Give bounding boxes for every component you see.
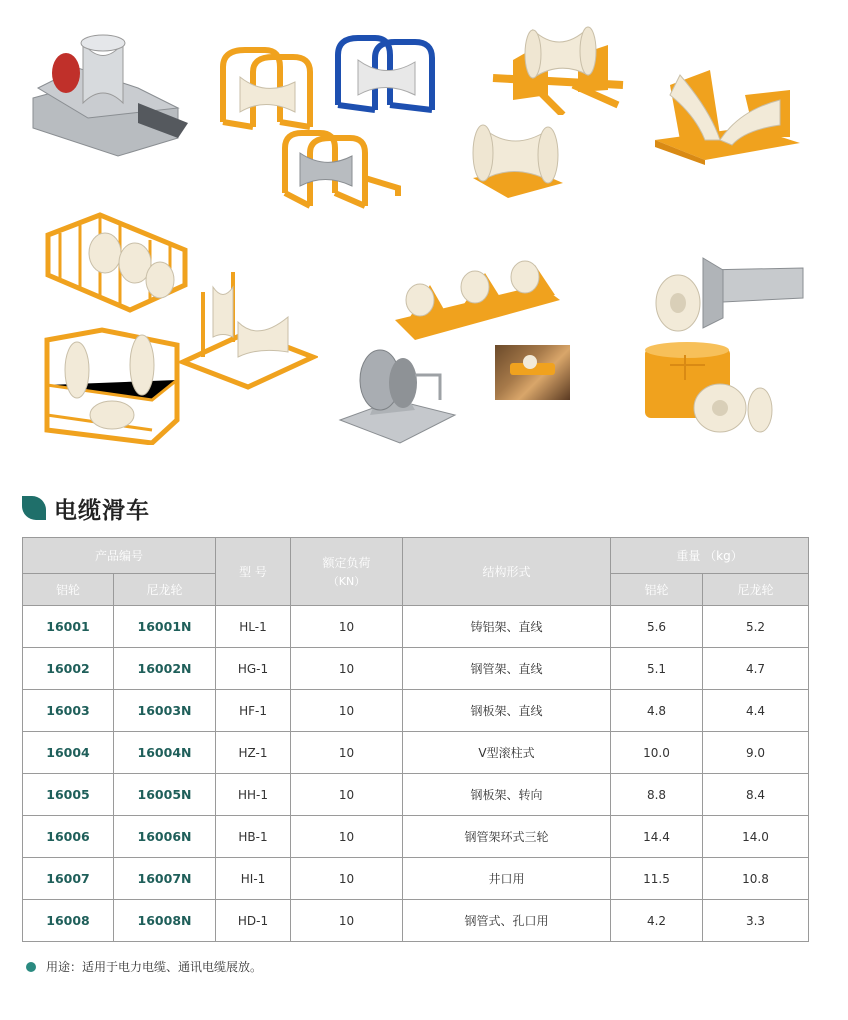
model-cell: HH-1 <box>216 774 291 816</box>
galvanized-roller-image <box>335 345 460 445</box>
header-weight-aluminum: 铝轮 <box>611 574 703 606</box>
cast-aluminum-roller-image <box>28 28 193 158</box>
header-rated-load <box>291 538 403 606</box>
blue-tube-roller-image <box>330 30 440 115</box>
header-product-code: 产品编号 <box>23 538 216 574</box>
weight-nylon-cell: 10.8 <box>703 858 809 900</box>
code-aluminum-cell: 16004 <box>23 732 114 774</box>
weight-nylon-cell: 14.0 <box>703 816 809 858</box>
code-nylon-cell: 16003N <box>114 690 216 732</box>
usage-note <box>26 958 262 975</box>
code-aluminum-cell: 16002 <box>23 648 114 690</box>
structure-cell: V型滚柱式 <box>403 732 611 774</box>
table-row <box>23 732 809 774</box>
model-cell: HF-1 <box>216 690 291 732</box>
pipe-mouth-roller-image <box>648 248 808 338</box>
code-aluminum-cell: 16008 <box>23 900 114 942</box>
load-cell: 10 <box>291 690 403 732</box>
table-row <box>23 900 809 942</box>
code-aluminum-cell: 16001 <box>23 606 114 648</box>
code-aluminum-cell: 16007 <box>23 858 114 900</box>
load-cell: 10 <box>291 858 403 900</box>
header-nylon-wheel: 尼龙轮 <box>114 574 216 606</box>
weight-aluminum-cell: 4.2 <box>611 900 703 942</box>
weight-aluminum-cell: 4.8 <box>611 690 703 732</box>
turning-roller-image <box>42 325 182 445</box>
weight-nylon-cell: 4.7 <box>703 648 809 690</box>
triple-plate-roller-image <box>390 255 565 350</box>
code-nylon-cell: 16006N <box>114 816 216 858</box>
code-nylon-cell: 16001N <box>114 606 216 648</box>
header-rated-load-label: 额定负荷 <box>322 556 371 570</box>
weight-aluminum-cell: 5.6 <box>611 606 703 648</box>
steel-tube-roller-with-handle-image <box>280 118 405 213</box>
usage-note-text: 用途：适用于电力电缆、通讯电缆展放。 <box>46 960 263 974</box>
weight-nylon-cell: 4.4 <box>703 690 809 732</box>
table-row <box>23 816 809 858</box>
load-cell: 10 <box>291 816 403 858</box>
table-row <box>23 648 809 690</box>
weight-nylon-cell: 5.2 <box>703 606 809 648</box>
plate-triple-roller-image <box>178 262 318 392</box>
table-row <box>23 774 809 816</box>
weight-aluminum-cell: 8.8 <box>611 774 703 816</box>
structure-cell: 钢管架环式三轮 <box>403 816 611 858</box>
leaf-icon <box>22 496 46 520</box>
structure-cell: 铸铝架、直线 <box>403 606 611 648</box>
weight-aluminum-cell: 11.5 <box>611 858 703 900</box>
weight-nylon-cell: 9.0 <box>703 732 809 774</box>
structure-cell: 钢板架、转向 <box>403 774 611 816</box>
code-nylon-cell: 16004N <box>114 732 216 774</box>
structure-cell: 钢板架、直线 <box>403 690 611 732</box>
spec-table <box>22 537 809 942</box>
weight-aluminum-cell: 5.1 <box>611 648 703 690</box>
structure-cell: 钢管架、直线 <box>403 648 611 690</box>
section-heading <box>22 492 150 524</box>
header-weight: 重量 （kg） <box>611 538 809 574</box>
load-cell: 10 <box>291 900 403 942</box>
hole-mouth-roller-image <box>635 340 775 440</box>
code-aluminum-cell: 16006 <box>23 816 114 858</box>
ring-three-roller-image <box>40 205 190 315</box>
steel-plate-roller-pair-image <box>468 108 568 203</box>
code-nylon-cell: 16008N <box>114 900 216 942</box>
load-cell: 10 <box>291 774 403 816</box>
code-nylon-cell: 16007N <box>114 858 216 900</box>
model-cell: HG-1 <box>216 648 291 690</box>
table-row <box>23 858 809 900</box>
cable-site-photo <box>495 345 570 400</box>
load-cell: 10 <box>291 606 403 648</box>
structure-cell: 钢管式、孔口用 <box>403 900 611 942</box>
header-weight-nylon: 尼龙轮 <box>703 574 809 606</box>
model-cell: HB-1 <box>216 816 291 858</box>
weight-aluminum-cell: 14.4 <box>611 816 703 858</box>
header-rated-load-unit: （KN） <box>327 575 366 588</box>
model-cell: HZ-1 <box>216 732 291 774</box>
code-nylon-cell: 16002N <box>114 648 216 690</box>
table-row <box>23 690 809 732</box>
bullet-icon <box>26 962 36 972</box>
model-cell: HL-1 <box>216 606 291 648</box>
weight-nylon-cell: 8.4 <box>703 774 809 816</box>
steel-plate-roller-image <box>488 20 628 115</box>
code-aluminum-cell: 16003 <box>23 690 114 732</box>
weight-aluminum-cell: 10.0 <box>611 732 703 774</box>
code-nylon-cell: 16005N <box>114 774 216 816</box>
product-photo-collage <box>0 0 848 460</box>
model-cell: HI-1 <box>216 858 291 900</box>
code-aluminum-cell: 16005 <box>23 774 114 816</box>
model-cell: HD-1 <box>216 900 291 942</box>
structure-cell: 井口用 <box>403 858 611 900</box>
section-title: 电缆滑车 <box>54 497 150 524</box>
header-model: 型 号 <box>216 538 291 606</box>
load-cell: 10 <box>291 648 403 690</box>
v-roller-image <box>650 55 805 170</box>
load-cell: 10 <box>291 732 403 774</box>
header-aluminum-wheel: 铝轮 <box>23 574 114 606</box>
header-structure: 结构形式 <box>403 538 611 606</box>
weight-nylon-cell: 3.3 <box>703 900 809 942</box>
table-row <box>23 606 809 648</box>
